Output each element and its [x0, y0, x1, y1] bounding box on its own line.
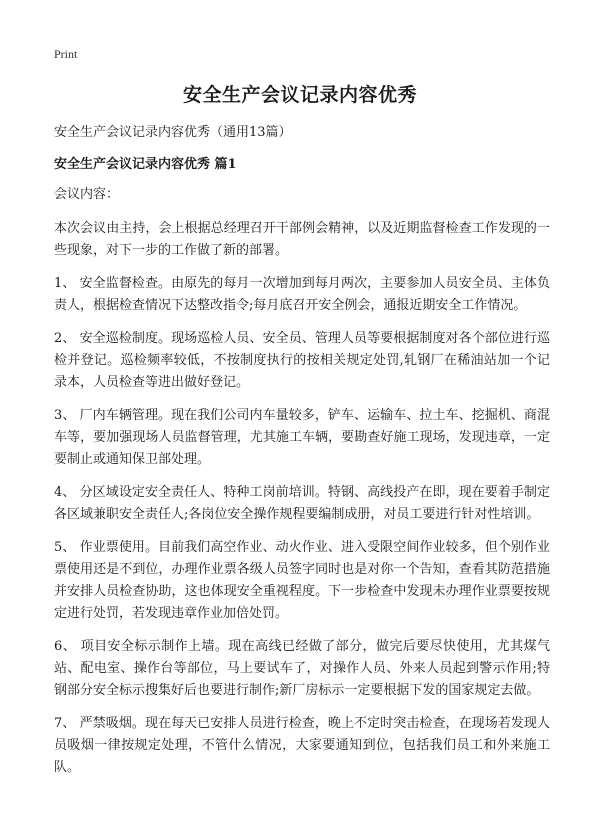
item-5-work-permits: 5、 作业票使用。目前我们高空作业、动火作业、进入受限空间作业较多，但个别作业票使用还是不到位，办理作业票各级人员签字同时也是对你一个告知，查看其防范措施并安排人员检查协助，这也体现安全重视程度。下一步检查中发现未办理作业票要按规定进行处罚，若发现违章作业加倍处罚。 — [54, 540, 550, 621]
print-label: Print — [54, 47, 78, 61]
item-4-zone-responsibility: 4、 分区域设定安全责任人、特种工岗前培训。特钢、高线投产在即，现在要着手制定各区域兼职安全责任人;各岗位安全操作规程要编制成册，对员工要进行针对性培训。 — [54, 485, 550, 522]
item-7-no-smoking: 7、 严禁吸烟。现在每天已安排人员进行检查，晚上不定时突击检查，在现场若发现人员吸烟一律按规定处理，不管什么情况，大家要通知到位，包括我们员工和外来施工队。 — [54, 716, 550, 775]
item-2-inspection-system: 2、 安全巡检制度。现场巡检人员、安全员、管理人员等要根据制度对各个部位进行巡检并登记。巡检频率较低，不按制度执行的按相关规定处罚,轧钢厂在稀油站加一个记录本，人员检查等进出做好登记。 — [54, 331, 550, 390]
item-1-safety-supervision: 1、 安全监督检查。由原先的每月一次增加到每月两次，主要参加人员安全员、主体负责人，根据检查情况下达整改指令;每月底召开安全例会，通报近期安全工作情况。 — [54, 276, 550, 313]
intro-paragraph: 本次会议由主持，会上根据总经理召开干部例会精神，以及近期监督检查工作发现的一些现象，对下一步的工作做了新的部署。 — [54, 221, 550, 258]
item-6-safety-signs: 6、 项目安全标示制作上墙。现在高线已经做了部分，做完后要尽快使用，尤其煤气站、配电室、操作台等部位，马上要试车了，对操作人员、外来人员起到警示作用;特钢部分安全标示搜集好后也要进行制作;新厂房标示一定要根据下发的国家规定去做。 — [54, 639, 550, 698]
document-subtitle: 安全生产会议记录内容优秀（通用13篇） — [54, 125, 292, 140]
document-body — [54, 184, 550, 790]
section-heading: 安全生产会议记录内容优秀 篇1 — [54, 157, 237, 172]
item-3-vehicle-management: 3、 厂内车辆管理。现在我们公司内车量较多，铲车、运输车、拉土车、挖掘机、商混车等，要加强现场人员监督管理，尤其施工车辆，要勘查好施工现场，发现违章，一定要制止或通知保卫部处理。 — [54, 408, 550, 467]
meeting-content-label: 会议内容： — [54, 187, 120, 202]
document-title: 安全生产会议记录内容优秀 — [182, 84, 417, 106]
